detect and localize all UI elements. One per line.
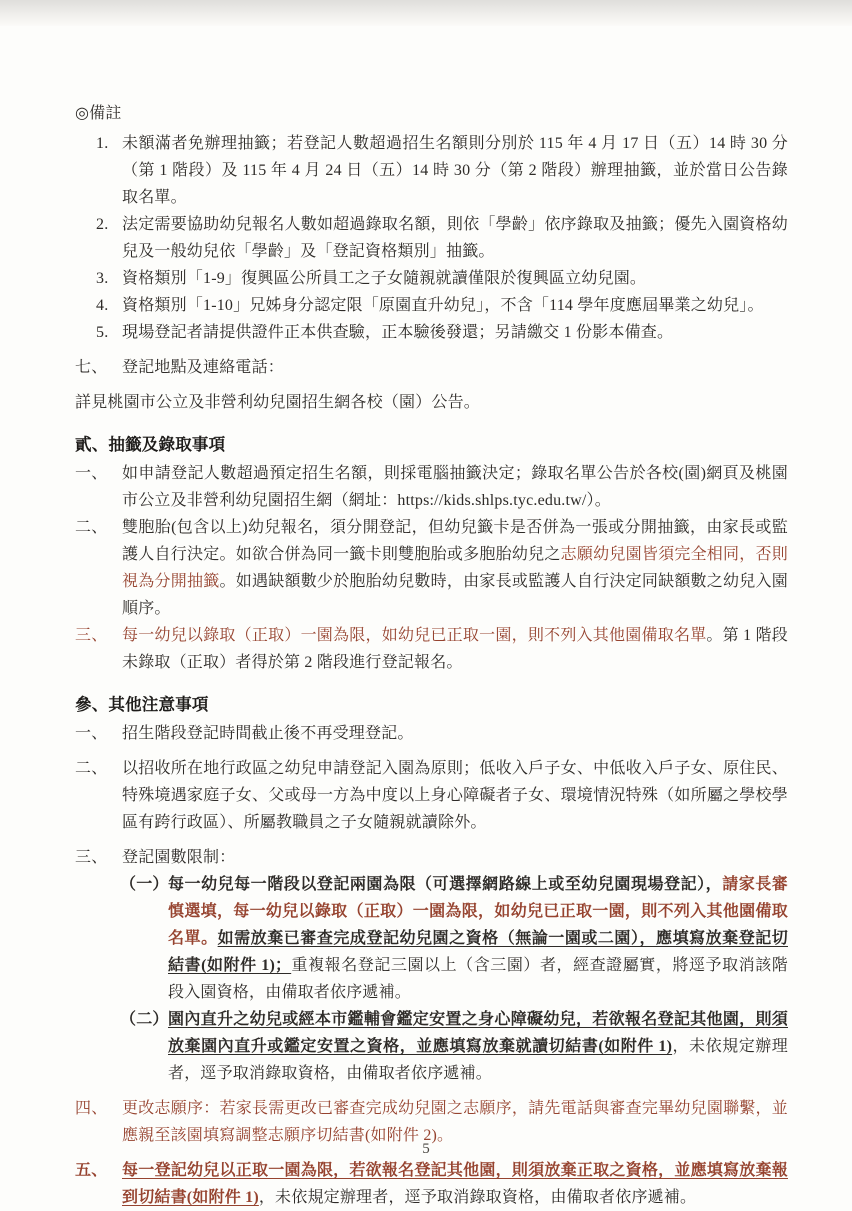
note-2 bbox=[75, 211, 788, 265]
text-run: 法定需要協助幼兒報名人數如超過錄取名額，則依「學齡」依序錄取及抽籤；優先入園資格幼兒及一般幼兒依「學齡」及「登記資格類別」抽籤。 bbox=[122, 216, 788, 260]
page-number: 5 bbox=[422, 1141, 430, 1157]
text-run: 園內直升之幼兒或經本市鑑輔會鑑定安置之身心障礙幼兒，若欲報名登記其他園，則須放棄園內直升或鑑定安置之資格，並應填寫放棄就讀切結書(如附件 1) bbox=[168, 1011, 788, 1055]
other-item-2 bbox=[75, 755, 788, 836]
text-run: 請家長審慎選填，每一幼兒以錄取（正取）一園為限，如幼兒已正取一園，則不列入其他園備取名單。 bbox=[168, 876, 788, 947]
text-run: 。如遇缺額數少於胞胎幼兒數時，由家長或監護人自行決定同缺額數之幼兒入園順序。 bbox=[122, 573, 788, 617]
text-run: 現場登記者請提供證件正本供查驗，正本驗後發還；另請繳交 1 份影本備查。 bbox=[122, 324, 674, 341]
note-1 bbox=[75, 130, 788, 211]
text-run: ，未依規定辦理者，逕予取消錄取資格，由備取者依序遞補。 bbox=[258, 1189, 697, 1206]
list-marker: 5. bbox=[96, 324, 109, 341]
text-run: 未額滿者免辦理抽籤；若登記人數超過招生名額則分別於 115 年 4 月 17 日（五）14 時 30 分（第 1 階段）及 115 年 4 月 24 日（五）14 時 30 分（第 2 階段）辦理抽籤，並於當日公告錄取名單。 bbox=[122, 135, 788, 206]
list-marker: （二） bbox=[120, 1011, 169, 1028]
text-run: ，未依規定辦理者，逕予取消錄取資格，由備取者依序遞補。 bbox=[168, 1038, 788, 1082]
text-run: 重複報名登記三園以上（含三園）者，經查證屬實，將逕予取消該階段入園資格，由備取者依序遞補。 bbox=[168, 957, 788, 1001]
text-run: 如申請登記人數超過預定招生名額，則採電腦抽籤決定；錄取名單公告於各校(園)網頁及桃園市公立及非營利幼兒園招生網（網址： bbox=[122, 465, 788, 509]
list-marker: 三、 bbox=[75, 849, 108, 866]
item-7-location bbox=[75, 354, 788, 381]
list-marker: （一） bbox=[120, 876, 169, 893]
limit-sub-2 bbox=[75, 1006, 788, 1087]
text-run: 雙胞胎(包含以上)幼兒報名，須分開登記，但幼兒籤卡是否併為一張或分開抽籤，由家長或監護人自行決定。如欲合併為同一籤卡則雙胞胎或多胞胎幼兒之 bbox=[122, 519, 788, 563]
list-marker: 二、 bbox=[75, 760, 108, 777]
registration-url: https://kids.shlps.tyc.edu.tw/ bbox=[397, 492, 587, 509]
list-marker: 三、 bbox=[75, 627, 108, 644]
text-run: ）。 bbox=[586, 492, 611, 509]
other-item-1 bbox=[75, 720, 788, 747]
text-run: 登記園數限制： bbox=[122, 849, 236, 866]
text-run: 資格類別「1-10」兄姊身分認定限「原園直升幼兒」，不含「114 學年度應屆畢業之幼兒」。 bbox=[122, 297, 764, 314]
text-run: 志願幼兒園皆須完全相同，否則視為分開抽籤 bbox=[122, 546, 788, 590]
section-3-heading bbox=[75, 691, 788, 718]
list-marker: 1. bbox=[96, 135, 109, 152]
list-marker: 4. bbox=[96, 297, 109, 314]
other-item-3 bbox=[75, 844, 788, 871]
text-run: 資格類別「1-9」復興區公所員工之子女隨親就讀僅限於復興區立幼兒園。 bbox=[122, 270, 647, 287]
list-marker: 一、 bbox=[75, 465, 108, 482]
list-marker: 五、 bbox=[75, 1162, 108, 1179]
text-run: 詳見桃園市公立及非營利幼兒園招生網各校（園）公告。 bbox=[75, 394, 481, 411]
lottery-item-2 bbox=[75, 514, 788, 622]
list-marker: 七、 bbox=[75, 359, 108, 376]
text-run: 。第 1 階段未錄取（正取）者得於第 2 階段進行登記報名。 bbox=[122, 627, 788, 671]
text-run: 每一幼兒以錄取（正取）一園為限，如幼兒已正取一園，則不列入其他園備取名單 bbox=[122, 627, 707, 644]
lottery-item-3 bbox=[75, 622, 788, 676]
section-2-heading bbox=[75, 431, 788, 458]
text-run: ◎備註 bbox=[75, 105, 122, 122]
list-marker: 3. bbox=[96, 270, 109, 287]
text-run: 每一幼兒每一階段以登記兩園為限（可選擇網路線上或至幼兒園現場登記）， bbox=[168, 876, 723, 893]
text-run: 更改志願序：若家長需更改已審查完成幼兒園之志願序，請先電話與審查完畢幼兒園聯繫，並應親至該園填寫調整志願序切結書(如附件 2)。 bbox=[122, 1100, 788, 1144]
list-marker: 二、 bbox=[75, 519, 108, 536]
list-marker: 一、 bbox=[75, 725, 108, 742]
note-3 bbox=[75, 265, 788, 292]
note-4 bbox=[75, 292, 788, 319]
list-marker: 2. bbox=[96, 216, 109, 233]
other-item-5 bbox=[75, 1157, 788, 1211]
lottery-item-1 bbox=[75, 460, 788, 514]
text-run: 以招收所在地行政區之幼兒申請登記入園為原則；低收入戶子女、中低收入戶子女、原住民、特殊境遇家庭子女、父或母一方為中度以上身心障礙者子女、環境情況特殊（如所屬之學校學區有跨行政區）、所屬教職員之子女隨親就讀除外。 bbox=[122, 760, 788, 831]
text-run: 參、其他注意事項 bbox=[75, 695, 209, 714]
text-run: 如需放棄已審查完成登記幼兒園之資格（無論一園或二園），應填寫放棄登記切結書(如附件 1)； bbox=[168, 930, 788, 974]
text-run: 每一登記幼兒以正取一園為限，若欲報名登記其他園，則須放棄正取之資格，並應填寫放棄報到切結書(如附件 1) bbox=[122, 1162, 788, 1206]
text-run: 貳、抽籤及錄取事項 bbox=[75, 435, 226, 454]
location-detail bbox=[75, 389, 788, 416]
text-run: 招生階段登記時間截止後不再受理登記。 bbox=[122, 725, 414, 742]
notes-heading bbox=[75, 100, 788, 127]
list-marker: 四、 bbox=[75, 1100, 108, 1117]
text-run: 登記地點及連絡電話： bbox=[122, 359, 285, 376]
note-5 bbox=[75, 319, 788, 346]
limit-sub-1 bbox=[75, 871, 788, 1006]
